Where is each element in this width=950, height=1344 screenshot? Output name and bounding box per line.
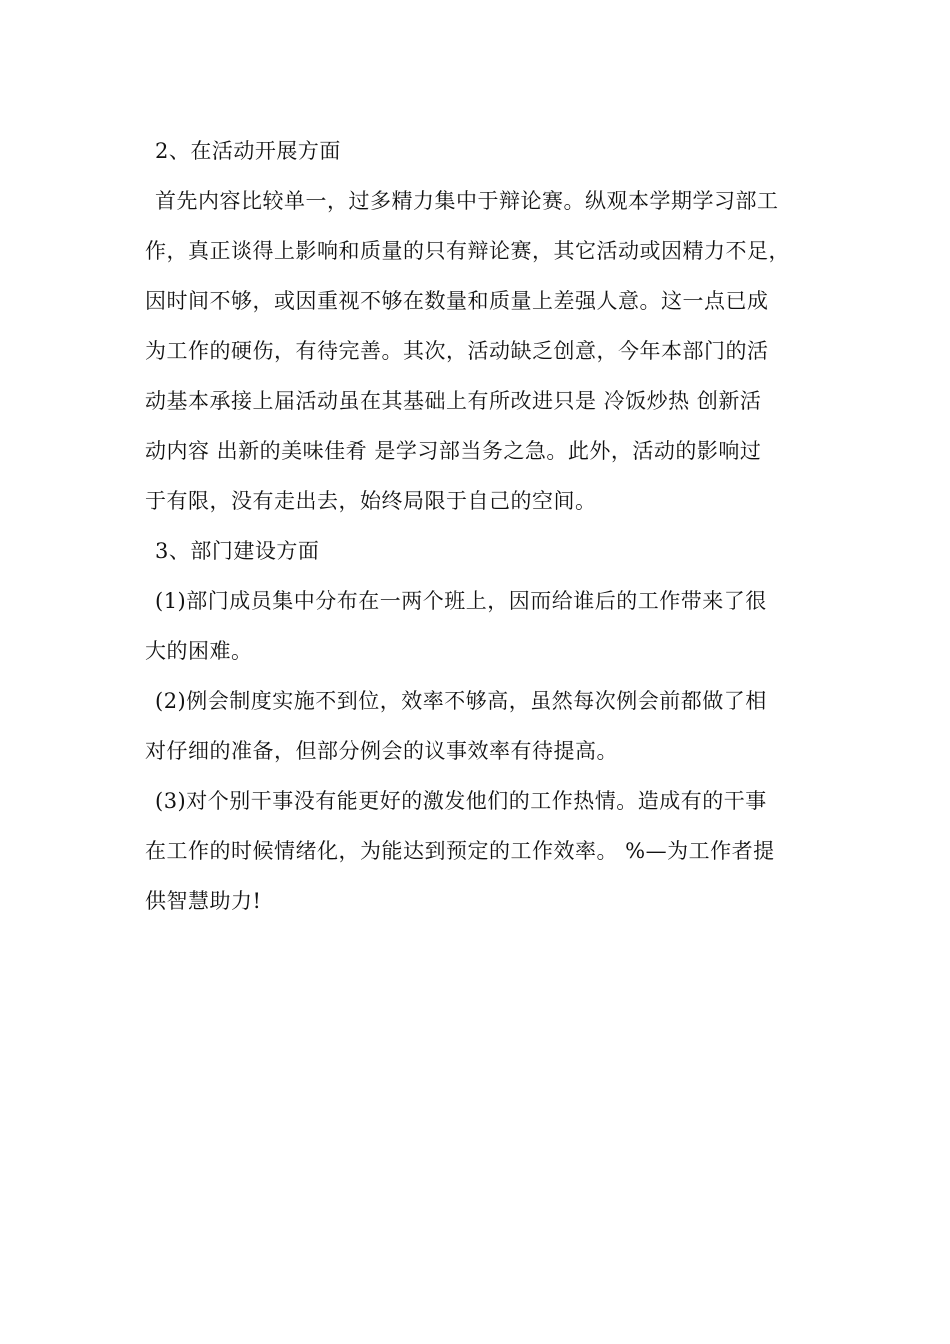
section-heading-department: 3、部门建设方面	[155, 539, 320, 563]
document-body	[145, 126, 835, 926]
paragraph-line: 于有限，没有走出去，始终局限于自己的空间。	[145, 489, 597, 513]
paragraph-line: 在工作的时候情绪化，为能达到预定的工作效率。 %—为工作者提	[145, 839, 775, 863]
paragraph-line: 首先内容比较单一，过多精力集中于辩论赛。纵观本学期学习部工	[155, 189, 779, 213]
paragraph-line: 为工作的硬伤，有待完善。其次，活动缺乏创意，今年本部门的活	[145, 339, 769, 363]
section-heading-activities: 2、在活动开展方面	[155, 139, 341, 163]
list-item-2: (2)例会制度实施不到位，效率不够高，虽然每次例会前都做了相	[155, 689, 767, 713]
list-item-1: (1)部门成员集中分布在一两个班上，因而给谁后的工作带来了很	[155, 589, 767, 613]
paragraph-line: 动内容 出新的美味佳肴 是学习部当务之急。此外，活动的影响过	[145, 439, 762, 463]
paragraph-line: 动基本承接上届活动虽在其基础上有所改进只是 冷饭炒热 创新活	[145, 389, 762, 413]
paragraph-line: 供智慧助力!	[145, 889, 262, 913]
paragraph-line: 因时间不够，或因重视不够在数量和质量上差强人意。这一点已成	[145, 289, 769, 313]
paragraph-line: 大的困难。	[145, 639, 253, 663]
paragraph-line: 作，真正谈得上影响和质量的只有辩论赛，其它活动或因精力不足，	[145, 239, 790, 263]
paragraph-line: 对仔细的准备，但部分例会的议事效率有待提高。	[145, 739, 618, 763]
list-item-3: (3)对个别干事没有能更好的激发他们的工作热情。造成有的干事	[155, 789, 767, 813]
